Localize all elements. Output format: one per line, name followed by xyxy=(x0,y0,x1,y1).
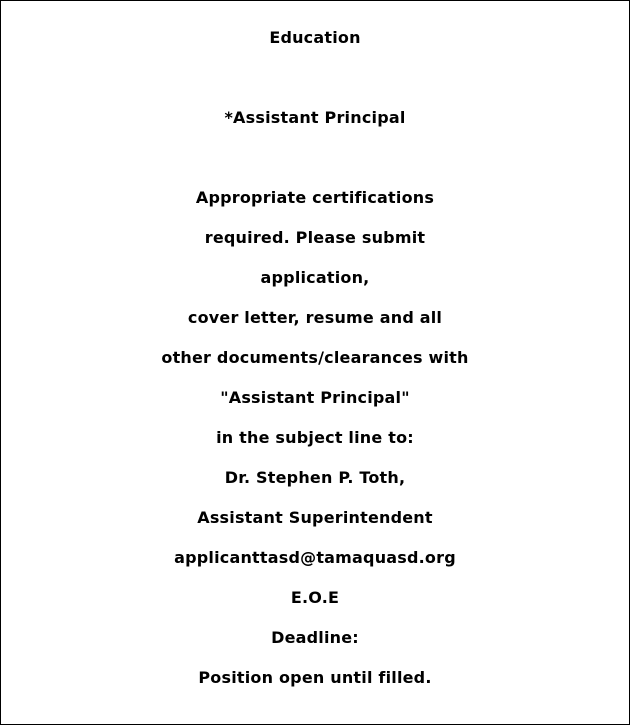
body-line: "Assistant Principal" xyxy=(220,388,410,407)
spacer xyxy=(0,58,630,98)
eoe-note: E.O.E xyxy=(290,588,340,607)
contact-title: Assistant Superintendent xyxy=(197,508,433,527)
ad-content xyxy=(0,18,630,698)
body-line: in the subject line to: xyxy=(216,428,414,447)
body-line: cover letter, resume and all xyxy=(187,308,443,327)
body-line: other documents/clearances with xyxy=(161,348,469,367)
ad-category: Education xyxy=(269,28,361,47)
body-line: application, xyxy=(260,268,370,287)
deadline-label: Deadline: xyxy=(271,628,359,647)
contact-name: Dr. Stephen P. Toth, xyxy=(224,468,406,487)
spacer xyxy=(0,138,630,178)
body-line: Appropriate certifications xyxy=(195,188,435,207)
job-title: *Assistant Principal xyxy=(224,108,406,127)
body-line: required. Please submit xyxy=(204,228,426,247)
deadline-value: Position open until filled. xyxy=(198,668,432,687)
contact-email: applicanttasd@tamaquasd.org xyxy=(174,548,456,567)
